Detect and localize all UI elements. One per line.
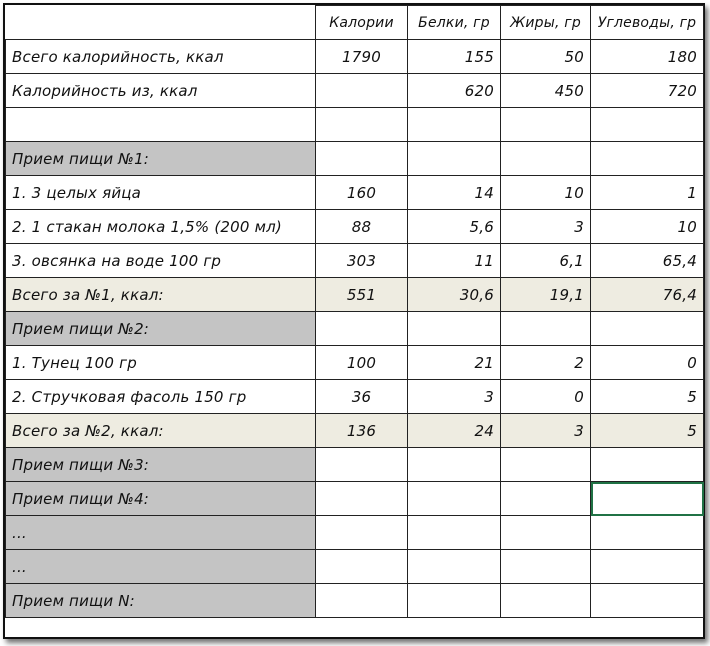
empty-cell[interactable] (316, 550, 408, 584)
meal-header-row (6, 142, 704, 176)
empty-cell[interactable] (591, 142, 704, 176)
total-calories-cell[interactable]: 136 (316, 414, 408, 448)
empty-cell[interactable] (316, 516, 408, 550)
row-label[interactable]: 3. овсянка на воде 100 гр (6, 244, 316, 278)
protein-cell[interactable]: 14 (408, 176, 501, 210)
row-label[interactable]: 2. 1 стакан молока 1,5% (200 мл) (6, 210, 316, 244)
empty-cell[interactable] (591, 550, 704, 584)
table-row (6, 244, 704, 278)
empty-cell[interactable] (316, 448, 408, 482)
spreadsheet-frame (3, 3, 705, 639)
fat-cell[interactable]: 10 (501, 176, 591, 210)
empty-cell[interactable] (316, 482, 408, 516)
empty-cell[interactable] (316, 108, 408, 142)
empty-cell[interactable] (501, 448, 591, 482)
empty-cell[interactable] (501, 108, 591, 142)
carbs-cell[interactable]: 5 (591, 380, 704, 414)
total-label[interactable]: Всего за №2, ккал: (6, 414, 316, 448)
meal-title[interactable]: ... (6, 516, 316, 550)
header-row (6, 6, 704, 40)
fat-cell[interactable]: 3 (501, 210, 591, 244)
carbs-cell[interactable]: 1 (591, 176, 704, 210)
empty-cell[interactable] (408, 108, 501, 142)
table-row (6, 346, 704, 380)
total-protein-cell[interactable]: 30,6 (408, 278, 501, 312)
header-blank-cell[interactable] (6, 6, 316, 40)
calories-cell[interactable] (316, 74, 408, 108)
header-calories[interactable]: Калории (316, 6, 408, 40)
protein-cell[interactable]: 5,6 (408, 210, 501, 244)
protein-cell[interactable]: 155 (408, 40, 501, 74)
header-fat[interactable]: Жиры, гр (501, 6, 591, 40)
table-row (6, 176, 704, 210)
table-row (6, 40, 704, 74)
fat-cell[interactable]: 2 (501, 346, 591, 380)
total-carbs-cell[interactable]: 5 (591, 414, 704, 448)
empty-cell[interactable] (501, 142, 591, 176)
empty-cell[interactable] (408, 550, 501, 584)
table-row (6, 380, 704, 414)
meal-title[interactable]: Прием пищи №4: (6, 482, 316, 516)
empty-cell[interactable] (316, 312, 408, 346)
empty-cell[interactable] (501, 584, 591, 618)
meal-title[interactable]: Прием пищи №3: (6, 448, 316, 482)
calories-cell[interactable]: 1790 (316, 40, 408, 74)
carbs-cell[interactable]: 65,4 (591, 244, 704, 278)
empty-cell[interactable] (316, 142, 408, 176)
fat-cell[interactable]: 6,1 (501, 244, 591, 278)
empty-cell[interactable] (501, 312, 591, 346)
carbs-cell[interactable]: 10 (591, 210, 704, 244)
header-protein[interactable]: Белки, гр (408, 6, 501, 40)
row-label[interactable]: Калорийность из, ккал (6, 74, 316, 108)
empty-cell[interactable] (6, 108, 316, 142)
fat-cell[interactable]: 50 (501, 40, 591, 74)
empty-row (6, 108, 704, 142)
empty-cell[interactable] (501, 516, 591, 550)
meal-total-row (6, 278, 704, 312)
meal-header-row (6, 448, 704, 482)
empty-cell[interactable] (591, 312, 704, 346)
meal-header-row (6, 584, 704, 618)
empty-cell[interactable] (408, 312, 501, 346)
protein-cell[interactable]: 620 (408, 74, 501, 108)
empty-cell[interactable] (501, 482, 591, 516)
header-carbs[interactable]: Углеводы, гр (591, 6, 704, 40)
carbs-cell[interactable]: 720 (591, 74, 704, 108)
carbs-cell[interactable]: 180 (591, 40, 704, 74)
calories-cell[interactable]: 303 (316, 244, 408, 278)
total-label[interactable]: Всего за №1, ккал: (6, 278, 316, 312)
empty-cell[interactable] (591, 584, 704, 618)
meal-title[interactable]: Прием пищи N: (6, 584, 316, 618)
fat-cell[interactable]: 450 (501, 74, 591, 108)
total-fat-cell[interactable]: 19,1 (501, 278, 591, 312)
empty-cell[interactable] (408, 482, 501, 516)
empty-cell[interactable] (408, 448, 501, 482)
nutrition-table (5, 5, 704, 618)
empty-cell[interactable] (408, 584, 501, 618)
empty-cell[interactable] (501, 550, 591, 584)
selected-cell[interactable] (591, 482, 704, 516)
total-protein-cell[interactable]: 24 (408, 414, 501, 448)
fat-cell[interactable]: 0 (501, 380, 591, 414)
meal-header-row (6, 516, 704, 550)
total-carbs-cell[interactable]: 76,4 (591, 278, 704, 312)
total-fat-cell[interactable]: 3 (501, 414, 591, 448)
empty-cell[interactable] (591, 448, 704, 482)
empty-cell[interactable] (408, 516, 501, 550)
empty-cell[interactable] (591, 108, 704, 142)
carbs-cell[interactable]: 0 (591, 346, 704, 380)
empty-cell[interactable] (591, 516, 704, 550)
empty-cell[interactable] (316, 584, 408, 618)
table-row (6, 210, 704, 244)
meal-title[interactable]: ... (6, 550, 316, 584)
meal-title[interactable]: Прием пищи №2: (6, 312, 316, 346)
empty-cell[interactable] (408, 142, 501, 176)
calories-cell[interactable]: 88 (316, 210, 408, 244)
calories-cell[interactable]: 160 (316, 176, 408, 210)
protein-cell[interactable]: 11 (408, 244, 501, 278)
protein-cell[interactable]: 3 (408, 380, 501, 414)
protein-cell[interactable]: 21 (408, 346, 501, 380)
calories-cell[interactable]: 100 (316, 346, 408, 380)
row-label[interactable]: 1. Тунец 100 гр (6, 346, 316, 380)
meal-header-row (6, 482, 704, 516)
meal-header-row (6, 550, 704, 584)
total-calories-cell[interactable]: 551 (316, 278, 408, 312)
meal-total-row (6, 414, 704, 448)
row-label[interactable]: Всего калорийность, ккал (6, 40, 316, 74)
meal-title[interactable]: Прием пищи №1: (6, 142, 316, 176)
meal-header-row (6, 312, 704, 346)
row-label[interactable]: 2. Стручковая фасоль 150 гр (6, 380, 316, 414)
calories-cell[interactable]: 36 (316, 380, 408, 414)
row-label[interactable]: 1. 3 целых яйца (6, 176, 316, 210)
table-row (6, 74, 704, 108)
